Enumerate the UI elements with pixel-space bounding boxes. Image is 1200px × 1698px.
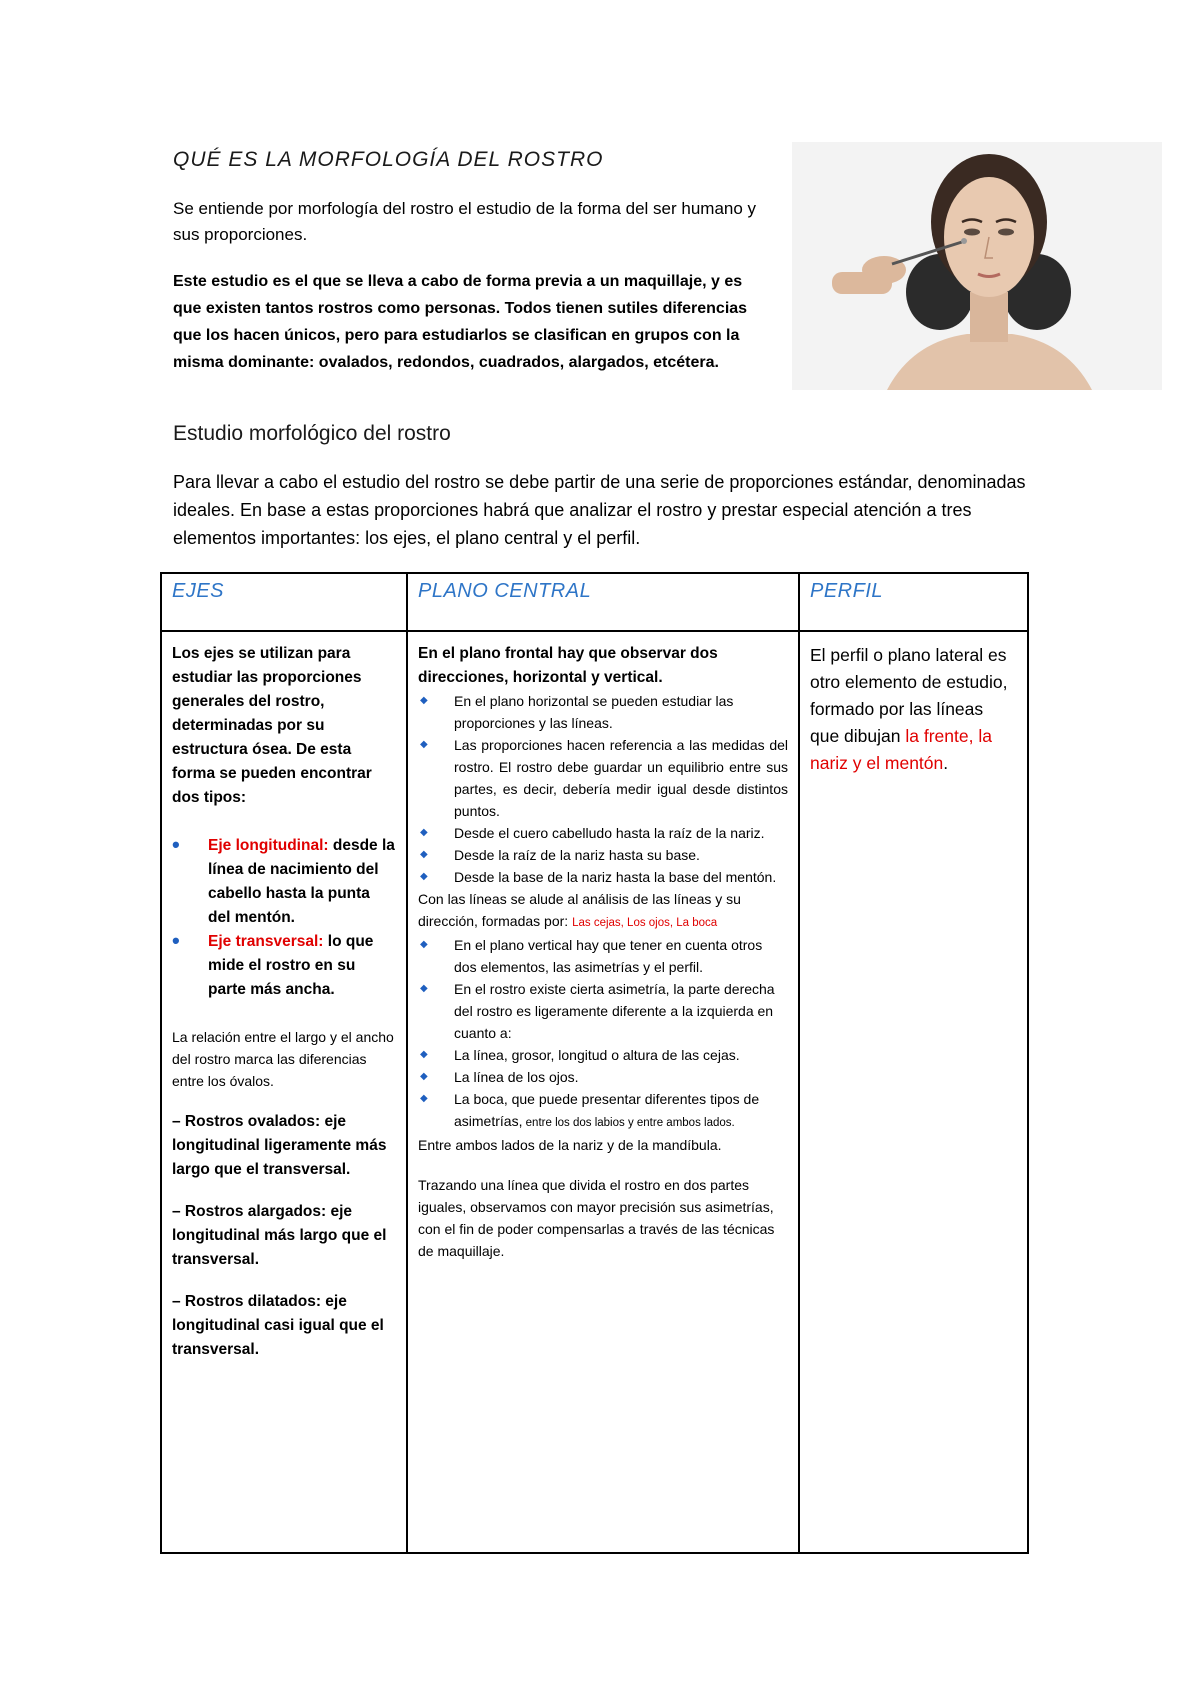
intro-paragraph: Se entiende por morfología del rostro el estudio de la forma del ser humano y sus proporciones. — [173, 199, 757, 244]
list-item: ◆ En el plano horizontal se pueden estudiar las proporciones y las líneas. — [418, 690, 788, 734]
ejes-list — [172, 834, 396, 1002]
header-perfil: PERFIL — [799, 573, 1028, 631]
boca-small-text: entre los dos labios y entre ambos lados. — [522, 1117, 735, 1129]
page-title: QUÉ ES LA MORFOLOGÍA DEL ROSTRO — [173, 148, 604, 171]
list-item — [172, 834, 396, 930]
eje-longitudinal-label: Eje longitudinal: — [208, 837, 329, 854]
perfil-end: . — [943, 753, 949, 773]
list-item — [418, 1088, 788, 1134]
list-item: ◆ En el rostro existe cierta asimetría, la parte derecha del rostro es ligeramente diferente a la izquierda en cuanto a: — [418, 978, 788, 1044]
list-item: ◆ Desde la raíz de la nariz hasta su base. — [418, 844, 788, 866]
section-paragraph: Para llevar a cabo el estudio del rostro se debe partir de una serie de proporciones estándar, denominadas ideales. En base a estas proporciones habrá que analizar el rostro y prestar especial atención a tres elementos importantes: los ejes, el plano central y el perfil. — [173, 472, 1026, 548]
ejes-cell — [161, 631, 407, 1553]
plano-intro: En el plano frontal hay que observar dos direcciones, horizontal y vertical. — [418, 645, 718, 686]
lines-text: Con las líneas se alude al análisis de las líneas y su dirección, formadas por: — [418, 891, 741, 929]
plano-trazando: Trazando una línea que divida el rostro en dos partes iguales, observamos con mayor precisión sus asimetrías, con el fin de poder compensarlas a través de las técnicas de maquillaje. — [418, 1177, 775, 1259]
plano-lines-text — [418, 888, 788, 934]
header-plano-central: PLANO CENTRAL — [407, 573, 799, 631]
plano-list-2 — [418, 934, 788, 1134]
morphology-table — [160, 572, 1029, 1554]
list-item: ◆ Las proporciones hacen referencia a las medidas del rostro. El rostro debe guardar un equilibrio entre sus partes, es decir, debería medir igual desde distintos puntos. — [418, 734, 788, 822]
list-item: ◆ La línea de los ojos. — [418, 1066, 788, 1088]
lines-red: Las cejas, Los ojos, La boca — [572, 917, 718, 929]
makeup-model-photo — [792, 142, 1162, 390]
rostros-dilatados: – Rostros dilatados: eje longitudinal casi igual que el transversal. — [172, 1293, 384, 1358]
list-item: ◆ La línea, grosor, longitud o altura de las cejas. — [418, 1044, 788, 1066]
plano-list-1 — [418, 690, 788, 888]
perfil-cell — [799, 631, 1028, 1553]
perfil-red-text: la frente, la nariz y el mentón — [810, 726, 992, 773]
rostros-ovalados: – Rostros ovalados: eje longitudinal ligeramente más largo que el transversal. — [172, 1113, 387, 1178]
plano-central-cell — [407, 631, 799, 1553]
rostros-alargados: – Rostros alargados: eje longitudinal más largo que el transversal. — [172, 1203, 387, 1268]
boca-text: La boca, que puede presentar diferentes tipos de asimetrías, — [454, 1091, 760, 1129]
list-item: ◆ Desde el cuero cabelludo hasta la raíz de la nariz. — [418, 822, 788, 844]
list-item: ◆ En el plano vertical hay que tener en cuenta otros dos elementos, las asimetrías y el perfil. — [418, 934, 788, 978]
list-item: ◆ Desde la base de la nariz hasta la base del mentón. — [418, 866, 788, 888]
section-heading: Estudio morfológico del rostro — [173, 422, 451, 445]
plano-entre: Entre ambos lados de la nariz y de la mandíbula. — [418, 1137, 722, 1153]
eje-longitudinal-text: desde la línea de nacimiento del cabello hasta la punta del mentón. — [208, 837, 395, 926]
ejes-relation: La relación entre el largo y el ancho del rostro marca las diferencias entre los óvalos. — [172, 1029, 394, 1089]
header-ejes: EJES — [161, 573, 407, 631]
ejes-intro: Los ejes se utilizan para estudiar las proporciones generales del rostro, determinadas por su estructura ósea. De esta forma se pueden encontrar dos tipos: — [172, 645, 372, 806]
eje-transversal-text: lo que mide el rostro en su parte más ancha. — [208, 933, 374, 998]
intro-bold-paragraph: Este estudio es el que se lleva a cabo de forma previa a un maquillaje, y es que existen tantos rostros como personas. Todos tienen sutiles diferencias que los hacen únicos, pero para estudiarlos se clasifican en grupos con la misma dominante: ovalados, redondos, cuadrados, alargados, etcétera. — [173, 273, 748, 371]
eje-transversal-label: Eje transversal: — [208, 933, 324, 950]
list-item — [172, 930, 396, 1002]
perfil-text: El perfil o plano lateral es otro elemento de estudio, formado por las líneas que dibujan — [810, 645, 1008, 746]
